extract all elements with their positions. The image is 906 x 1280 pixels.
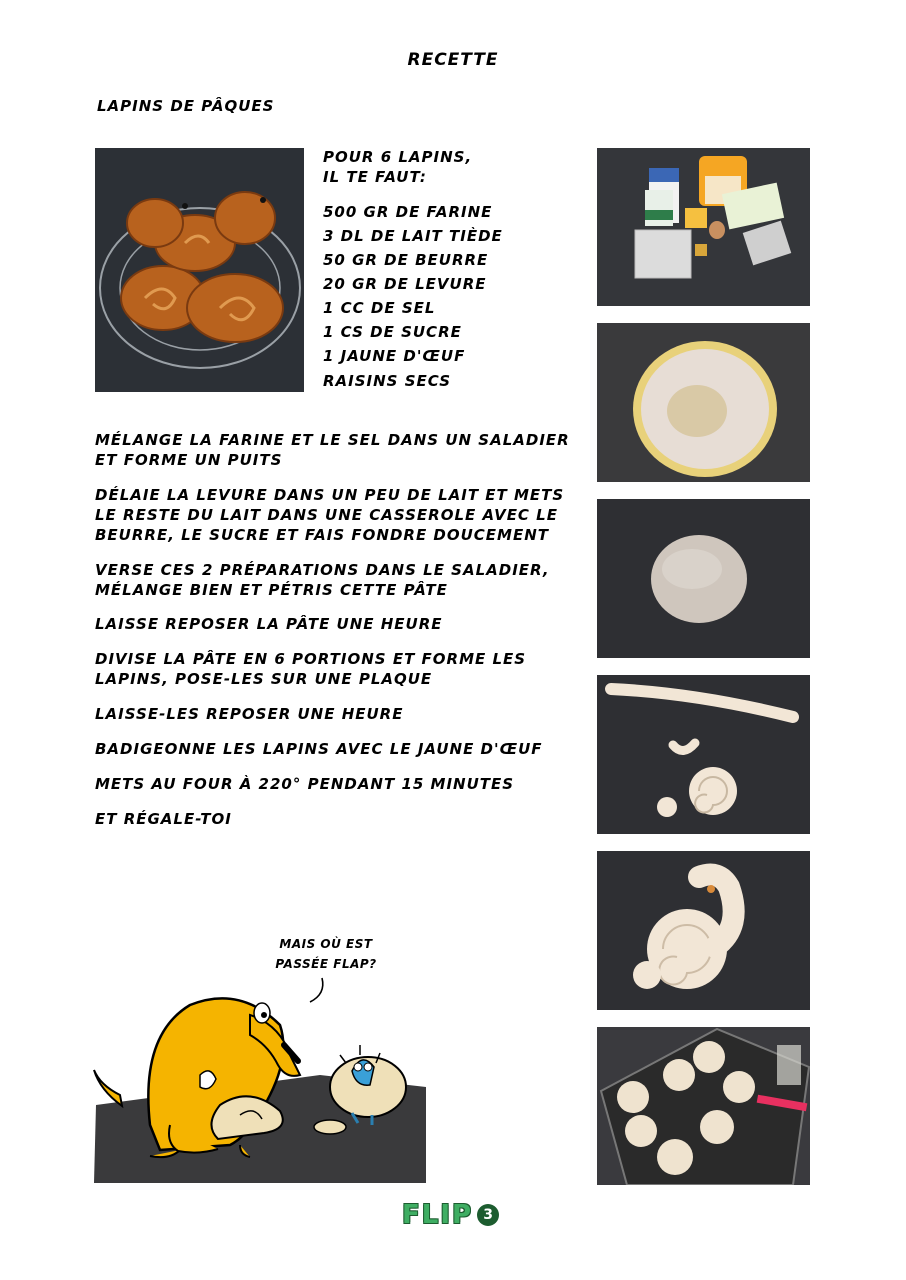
logo-text: FLIP xyxy=(402,1200,474,1230)
magazine-logo xyxy=(402,1200,499,1230)
step-line: BEURRE, LE SUCRE ET FAIS FONDRE DOUCEMENT xyxy=(95,526,550,544)
step-line: DIVISE LA PÂTE EN 6 PORTIONS ET FORME LES xyxy=(95,650,527,668)
photo-ingredients xyxy=(597,148,810,306)
ingredient-item: 3 DL DE LAIT TIÈDE xyxy=(323,227,503,245)
ingredients-intro-line: IL TE FAUT: xyxy=(323,168,427,186)
speech-tail xyxy=(304,976,328,1006)
step-line: LAISSE REPOSER LA PÂTE UNE HEURE xyxy=(95,615,443,633)
photo-shaped-bunny xyxy=(597,851,810,1010)
ingredient-item: 20 GR DE LEVURE xyxy=(323,275,487,293)
ingredient-item: RAISINS SECS xyxy=(323,372,452,390)
ingredients-intro-line: POUR 6 LAPINS, xyxy=(323,148,473,166)
speech-bubble xyxy=(262,934,390,974)
step-line: MÉLANGE LA FARINE ET LE SEL DANS UN SALADIER xyxy=(95,431,570,449)
recipe-name: LAPINS DE PÂQUES xyxy=(97,97,275,115)
photo-baking-tray xyxy=(597,1027,810,1185)
step-line: METS AU FOUR À 220° PENDANT 15 MINUTES xyxy=(95,775,515,793)
page-title: RECETTE xyxy=(407,50,499,70)
speech-line: MAIS OÙ EST xyxy=(279,937,373,951)
step-line: BADIGEONNE LES LAPINS AVEC LE JAUNE D'ŒUF xyxy=(95,740,543,758)
speech-line: PASSÉE FLAP? xyxy=(275,957,377,971)
ingredient-item: 1 CS DE SUCRE xyxy=(323,323,462,341)
step-line: ET RÉGALE-TOI xyxy=(95,810,232,828)
step-line: MÉLANGE BIEN ET PÉTRIS CETTE PÂTE xyxy=(95,581,448,599)
logo-number: 3 xyxy=(477,1204,499,1226)
ingredient-item: 50 GR DE BEURRE xyxy=(323,251,489,269)
photo-baked-bunnies xyxy=(95,148,304,392)
photo-flour-bowl xyxy=(597,323,810,482)
photo-shaping xyxy=(597,675,810,834)
photo-dough-ball xyxy=(597,499,810,658)
ingredient-item: 500 GR DE FARINE xyxy=(323,203,493,221)
cartoon-illustration xyxy=(90,975,430,1187)
step-line: ET FORME UN PUITS xyxy=(95,451,283,469)
step-line: LE RESTE DU LAIT DANS UNE CASSEROLE AVEC LE xyxy=(95,506,558,524)
step-line: VERSE CES 2 PRÉPARATIONS DANS LE SALADIER, xyxy=(95,561,550,579)
step-line: DÉLAIE LA LEVURE DANS UN PEU DE LAIT ET METS xyxy=(95,486,565,504)
step-line: LAISSE-LES REPOSER UNE HEURE xyxy=(95,705,404,723)
ingredient-item: 1 JAUNE D'ŒUF xyxy=(323,347,466,365)
ingredient-item: 1 CC DE SEL xyxy=(323,299,436,317)
step-line: LAPINS, POSE-LES SUR UNE PLAQUE xyxy=(95,670,433,688)
